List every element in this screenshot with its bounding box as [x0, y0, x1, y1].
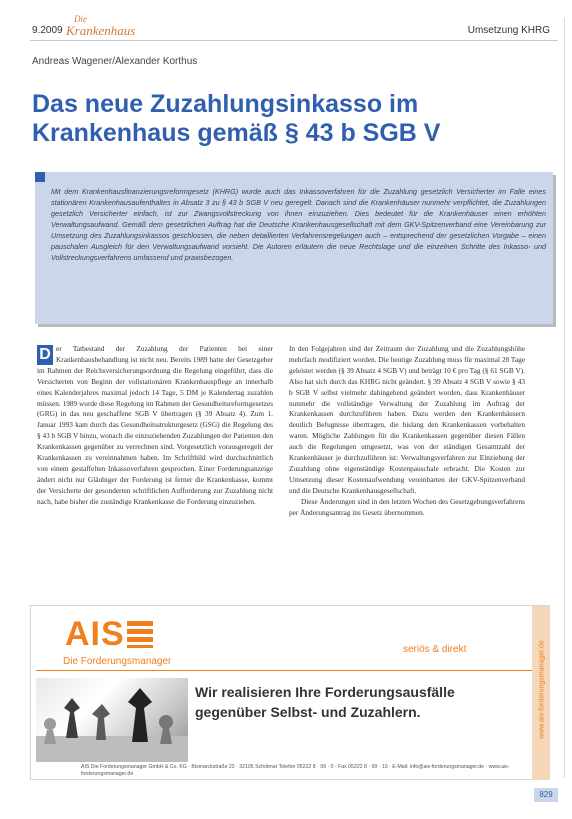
- header-rule: [30, 40, 558, 41]
- ad-vertical-bar: [532, 606, 550, 780]
- drop-cap: D: [37, 345, 53, 365]
- body-paragraph: In den Folgejahren sind der Zeitraum der Zuzahlung und die Zuzahlungshöhe mehrfach modifiziert worden. Die heutige Zuzahlung muss für maximal 28 Tage geleistet werden (§ 39 Absatz 4 SGB V) und beträgt 10 € pro Tag (§ 61 SGB V). Also hat sich durch das KHRG nicht geändert. § 39 Absatz 4 SGB V sowie § 43 b SGB V selbst vielmehr dahingehend geändert worden, dass Krankenhäuser nunmehr die vollständige Verwaltung der Zuzahlung im Auftrag der Krankenkassen durchzuführen haben. Dazu werden den Krankenhäusern deutlich Befugnisse übertragen, die bislang den Krankenkassen vorbehalten waren. Mögliche Zahlungen für die Krankenkassen gegenüber diesen Fällen auch die Regelungen umgesetzt, was von der ständigen Gesamtzahl der Krankenhäuser je durchzuführen ist: Verwaltungsverfahren zur Einziehung der Zuzahlung ohne eigenständige Kostenpauschale erbracht. Die Kosten zur Umsetzung dieser Kostenaufwendung vereinbarten der GKV-Spitzenverband und die Deutsche Krankenhausgesellschaft.: [289, 344, 525, 495]
- body-text: er Tatbestand der Zuzahlung der Patienten bei einer Krankenhausbehandlung ist nicht neu. Bereits 1989 hatte der Gesetzgeber im Rahmen der Reichsversicherungsordnung die Regelung eingeführt, dass die Versicherten von Beginn der vollstationären Krankenhauspflege an innerhalb eines Kalenderjahres maximal jedoch 14 Tage, 5 DM je Kalendertag zuzahlen müssen. 1989 wurde diese Regelung im Rahmen der Gesundheitsreformgesetzes (GRG) in das neu geschaffene SGB V übertragen (§ 39 Absatz 4). Zum 1. Januar 1993 kam durch das Gesundheitsstrukturgesetz (GSG) die Regelung des § 43 b SGB V hinzu, wonach die einzuziehenden Zuzahlungen der Patienten den Krankenkassen gegenüber zu verrechnen sind. Vorgesetzlich vorausgeregelt der Krankenkassen zu vereinnahmen haben. Im Schriftbild wird durchschnittlich von einem gestaffelten Inkassoverfahren gesprochen. Einer Forderungsanzeige ändert nicht nur Gläubiger der Forderung ist ferner die Krankenkasse, kommt der Versicherte der gesonderten schriftlichen Aufforderung zur Zuzahlung nicht nach, habe bisher die zuständige Krankenkasse die Forderung einzuziehen.: [37, 344, 273, 506]
- body-paragraph: Diese Änderungen sind in den letzten Wochen des Gesetzgebungsverfahrens per Änderungsantrag ins Gesetz übernommen.: [289, 496, 525, 517]
- chess-pieces-icon: [36, 678, 188, 762]
- ad-contact[interactable]: AIS Die Forderungsmanager GmbH & Co. KG · Bismarckstraße 22 · 32105 Schötmar Telefon 05222 8 · 99 · 0 · Fax 05222 8 · 99 · 10 · E-Mail: info@ais-forderungsmanager.de · www.ais-forderungsmanager.de: [81, 764, 510, 777]
- ad-chess-photo: [36, 678, 188, 762]
- margin-rule: [564, 18, 565, 778]
- ad-tagline: Die Forderungsmanager: [63, 656, 172, 667]
- ad-vertical-url[interactable]: www.ais-forderungsmanager.de: [538, 640, 546, 739]
- abstract-box: [35, 172, 553, 324]
- abstract-marker: [35, 172, 45, 182]
- waves-icon: [127, 619, 153, 649]
- section-label: Umsetzung KHRG: [467, 25, 550, 36]
- body-paragraph: [37, 344, 273, 508]
- logo-line-2: Krankenhaus: [66, 23, 136, 38]
- issue-number: 9.2009: [32, 25, 63, 36]
- page-number: 829: [534, 788, 558, 802]
- body-column-left: [37, 344, 273, 586]
- article-title: Das neue Zuzahlungsinkasso im Krankenhaus gemäß § 43 b SGB V: [32, 90, 441, 147]
- ad-claim: seriös & direkt: [403, 644, 467, 655]
- ad-brand: AIS: [65, 615, 125, 653]
- abstract-text: Mit dem Krankenhausfinanzierungsreformgesetz (KHRG) wurde auch das Inkassoverfahren für die Zuzahlung gesetzlich Versicherter im Falle eines stationären Krankenhausaufenthaltes in Absatz 3 zu § 43 b SGB V neu geregelt. Danach sind die Krankenhäuser nunmehr verpflichtet, die Zuzahlungen gesetzlich Versicherter einfach, ist zur Zwangsvollstreckung von ihnen einzuziehen. Dies bedeutet für die Krankenhäuser einen erhöhten Verwaltungsaufwand. Gemäß dem gesetzlichen Auftrag hat die Deutsche Krankenhausgesellschaft mit dem GKV-Spitzenverband eine Vereinbarung zur Umsetzung des Zuzahlungsinkassos geschlossen, die neben detaillierten Verfahrensregelungen auch – entsprechend der gesetzlichen Vorgabe – einen pauschalen Ausgleich für den Verwaltungsaufwand vorsieht. Die Autoren erläutern die neue Rechtslage und die einzelnen Schritte des Inkasso- und Vollstreckungsverfahrens umfassend und praxisbezogen.: [51, 187, 546, 262]
- advertisement[interactable]: [30, 605, 550, 780]
- ad-divider: [36, 670, 532, 671]
- logo-line-1: Die: [74, 14, 87, 24]
- article-authors: Andreas Wagener/Alexander Korthus: [32, 56, 198, 67]
- journal-logo: [66, 14, 138, 40]
- body-column-right: [289, 344, 525, 594]
- ad-headline: Wir realisieren Ihre Forderungsausfälle gegenüber Selbst- und Zuzahlern.: [195, 684, 455, 720]
